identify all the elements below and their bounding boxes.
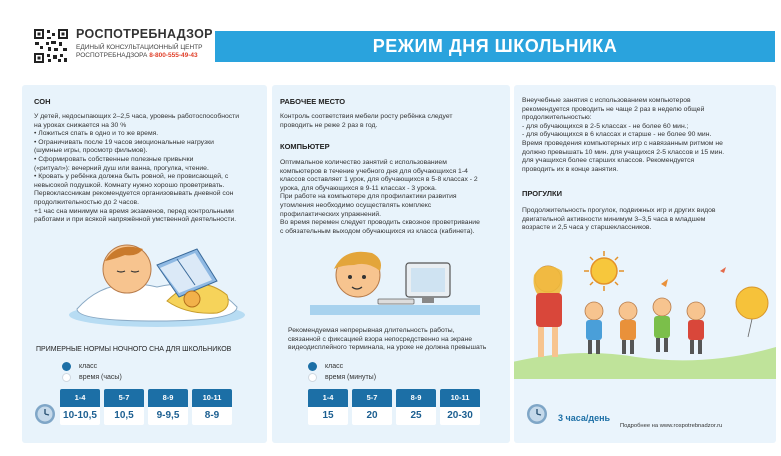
computer-text-line: Оптимальное количество занятий с использованием xyxy=(280,159,447,166)
sleep-text-line: Первоклассникам рекомендуется организовывать дневной сон xyxy=(34,190,234,198)
extracurricular-text-line: - для обучающихся в 2-5 классах - не более 60 мин.; xyxy=(522,122,689,130)
clock-icon xyxy=(526,403,548,425)
extracurricular-text-line: продолжительностью: xyxy=(522,114,592,122)
sleep-text-line: на уроках снижается на 30 % xyxy=(34,121,127,129)
computer-text-line: с обязательным выходом обучающихся из класса (кабинета). xyxy=(280,227,475,235)
value-cell: 8-9 xyxy=(192,407,232,425)
class-cell: 1-4 xyxy=(308,389,348,407)
legend-value-label: время (минуты) xyxy=(325,374,377,381)
walks-text-line: возрасте и 2,5 часа у старшеклассников. xyxy=(522,224,652,232)
walk-hours-value: 3 часа/день xyxy=(558,413,611,423)
computer-text-line: классов составляет 1 урок, для обучающихся в 5-8 классах - 2 xyxy=(280,176,478,184)
legend-class-label: класс xyxy=(325,363,344,370)
workplace-text-line: Контроль соответствия мебели росту ребёнка следует xyxy=(280,113,453,120)
sleep-text-line: («ритуал»): вечерний душ или ванна, прогулка, чтение. xyxy=(34,164,209,172)
extracurricular-text-line: для учащихся более старших классов. Рекомендуется xyxy=(522,157,695,165)
computer-text-line: профилактических упражнений. xyxy=(280,210,382,218)
computer-note-line: видеодисплейного терминала, на уроке не должна превышать xyxy=(288,344,487,352)
value-cell: 20 xyxy=(352,407,392,425)
workplace-text xyxy=(280,113,506,130)
sleep-text-line: +1 час сна минимум на время экзаменов, перед контрольными xyxy=(34,207,234,215)
sleep-heading: СОН xyxy=(34,97,51,106)
extracurricular-text xyxy=(522,97,774,174)
clock-icon xyxy=(34,403,56,425)
sleep-text-line: • Кровать у ребёнка должна быть ровной, не провисающей, с xyxy=(34,173,229,181)
workplace-text-line: проводить не реже 2 раз в год. xyxy=(280,121,378,129)
walks-text xyxy=(522,207,774,233)
computer-text-line: урока, для обучающихся в 9-11 классах - 3 урока. xyxy=(280,184,437,192)
org-sub-line1: ЕДИНЫЙ КОНСУЛЬТАЦИОННЫЙ ЦЕНТР xyxy=(76,44,203,51)
class-cell: 10-11 xyxy=(440,389,480,407)
computer-note-line: Рекомендуемая непрерывная длительность работы, xyxy=(288,327,455,334)
walks-heading: ПРОГУЛКИ xyxy=(522,189,562,198)
class-cell: 10-11 xyxy=(192,389,232,407)
org-sub-line2: РОСПОТРЕБНАДЗОРА xyxy=(76,52,148,59)
computer-text-line: компьютеров в течение учебного дня для обучающихся 1-4 xyxy=(280,167,468,175)
walks-text-line: двигательной активности минимум 3–3,5 часа в младшем xyxy=(522,215,706,223)
walks-panel xyxy=(514,85,776,443)
workplace-heading: РАБОЧЕЕ МЕСТО xyxy=(280,97,346,106)
title-bar xyxy=(215,31,775,62)
class-cell: 5-7 xyxy=(104,389,144,407)
org-name: РОСПОТРЕБНАДЗОР xyxy=(76,27,213,41)
value-cell: 25 xyxy=(396,407,436,425)
phone-number: 8-800-555-49-43 xyxy=(149,52,198,59)
sleep-text-line: • Ложиться спать в одно и то же время. xyxy=(34,130,159,138)
table-column xyxy=(352,389,392,425)
class-cell: 1-4 xyxy=(60,389,100,407)
sleep-text-line: продолжительностью до 2 часов. xyxy=(34,198,140,206)
value-cell: 10,5 xyxy=(104,407,144,425)
table-column xyxy=(148,389,188,425)
computer-note-line: связанной с фиксацией взора непосредственно на экране xyxy=(288,335,473,343)
computer-legend xyxy=(308,361,376,383)
children-walking-illustration xyxy=(514,249,776,379)
extracurricular-text-line: рекомендуется проводить не чаще 2 раз в неделю общей xyxy=(522,105,705,113)
sleep-text-line: • Ограничивать после 19 часов эмоциональные нагрузки xyxy=(34,138,214,146)
legend-value-swatch xyxy=(308,373,317,382)
sun-icon xyxy=(584,251,624,291)
table-column xyxy=(192,389,232,425)
legend-class-swatch xyxy=(62,362,71,371)
sleep-text-line: У детей, недосыпающих 2–2,5 часа, уровень работоспособности xyxy=(34,113,240,120)
class-cell: 8-9 xyxy=(396,389,436,407)
extracurricular-text-line: Время проведения компьютерных игр с навязанным ритмом не xyxy=(522,139,723,147)
class-cell: 8-9 xyxy=(148,389,188,407)
sleep-text xyxy=(34,113,264,225)
table-column xyxy=(60,389,100,425)
table-column xyxy=(308,389,348,425)
computer-text xyxy=(280,159,508,236)
extracurricular-text-line: Внеучебные занятия с использованием компьютеров xyxy=(522,97,691,104)
legend-class-label: класс xyxy=(79,363,98,370)
legend-value-label: время (часы) xyxy=(79,374,122,381)
computer-text-line: При работе на компьютере для профилактики развития xyxy=(280,193,457,201)
sleep-panel xyxy=(22,85,267,443)
org-block xyxy=(76,27,213,60)
legend-class-swatch xyxy=(308,362,317,371)
table-column xyxy=(396,389,436,425)
source-link[interactable]: Подробнее на www.rospotrebnadzor.ru xyxy=(620,423,723,429)
value-cell: 15 xyxy=(308,407,348,425)
walks-text-line: Продолжительность прогулок, подвижных игр и других видов xyxy=(522,207,716,214)
extracurricular-text-line: должно превышать 10 мин. для учащихся 2-5 классов и 15 мин. xyxy=(522,148,725,156)
computer-heading: КОМПЬЮТЕР xyxy=(280,142,330,151)
computer-text-line: утомления необходимо осуществлять комплекс xyxy=(280,201,432,209)
header xyxy=(0,0,781,78)
sleep-norms-table xyxy=(60,389,236,425)
sleep-norms-heading: ПРИМЕРНЫЕ НОРМЫ НОЧНОГО СНА ДЛЯ ШКОЛЬНИКОВ xyxy=(36,346,232,353)
table-column xyxy=(104,389,144,425)
workplace-computer-panel xyxy=(272,85,510,443)
value-cell: 20-30 xyxy=(440,407,480,425)
sleep-text-line: (шумные игры, просмотр фильмов). xyxy=(34,147,148,155)
extracurricular-text-line: проводить их в конце занятия. xyxy=(522,165,619,173)
sleep-legend xyxy=(62,361,122,383)
class-cell: 5-7 xyxy=(352,389,392,407)
table-column xyxy=(440,389,480,425)
computer-note xyxy=(288,327,508,353)
sleeping-child-illustration xyxy=(67,235,247,327)
computer-norms-table xyxy=(308,389,484,425)
legend-value-swatch xyxy=(62,373,71,382)
value-cell: 9-9,5 xyxy=(148,407,188,425)
child-computer-illustration xyxy=(310,245,480,315)
page-title: РЕЖИМ ДНЯ ШКОЛЬНИКА xyxy=(372,36,618,56)
sleep-text-line: • Сформировать собственные полезные привычки xyxy=(34,155,194,163)
sleep-text-line: работами и при всякой напряжённой умственной деятельности. xyxy=(34,216,237,224)
value-cell: 10-10,5 xyxy=(60,407,100,425)
extracurricular-text-line: - для обучающихся в 6 классах и старше - не более 90 мин. xyxy=(522,131,712,139)
qr-code-icon xyxy=(33,28,69,64)
sleep-text-line: невысокой подушкой. Комнату нужно хорошо проветривать. xyxy=(34,181,225,189)
org-subtitle xyxy=(76,44,213,60)
computer-text-line: Во время перемен следует проводить сквозное проветривание xyxy=(280,219,480,227)
